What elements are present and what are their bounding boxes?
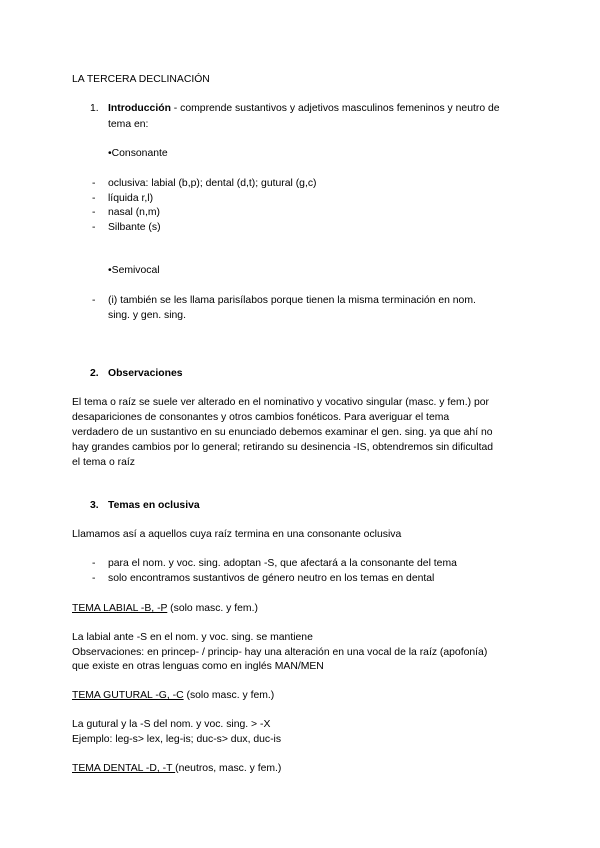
dash-marker: - <box>92 207 96 218</box>
section-2-paragraph-line: el tema o raíz <box>72 457 135 468</box>
dash-marker: - <box>92 295 96 306</box>
semivocal-item-line-2: sing. y gen. sing. <box>108 310 186 321</box>
consonant-item: nasal (n,m) <box>108 207 160 218</box>
dash-marker: - <box>92 573 96 584</box>
section-3-number: 3. <box>90 500 99 511</box>
consonant-item: Silbante (s) <box>108 222 161 233</box>
section-3-bullet: para el nom. y voc. sing. adoptan -S, que afectará a la consonante del tema <box>108 558 457 569</box>
dash-marker: - <box>92 222 96 233</box>
section-2-heading: Observaciones <box>108 368 183 379</box>
section-2-paragraph-line: hay grandes cambios por lo general; retirando su desinencia -IS, obtendremos sin dificultad <box>72 442 494 453</box>
gutural-text-line: La gutural y la -S del nom. y voc. sing. > -X <box>72 719 271 730</box>
consonante-heading: •Consonante <box>108 148 168 159</box>
section-1-intro-text: - comprende sustantivos y adjetivos masculinos femeninos y neutro de <box>170 103 500 114</box>
gutural-text-line: Ejemplo: leg-s> lex, leg-is; duc-s> dux, duc-is <box>72 734 282 745</box>
section-2-number: 2. <box>90 368 99 379</box>
document-title: LA TERCERA DECLINACIÓN <box>72 74 210 85</box>
labial-text-line: que existe en otras lenguas como en inglés MAN/MEN <box>72 661 324 672</box>
section-2-paragraph-line: verdadero de un sustantivo en su enunciado debemos examinar el gen. sing. ya que ahí no <box>72 427 493 438</box>
section-3-heading: Temas en oclusiva <box>108 500 200 511</box>
dental-note: (neutros, masc. y fem.) <box>175 763 282 774</box>
consonant-item: líquida r,l) <box>108 193 154 204</box>
section-2-paragraph-line: El tema o raíz se suele ver alterado en el nominativo y vocativo singular (masc. y fem.) por <box>72 397 489 408</box>
gutural-note: (solo masc. y fem.) <box>183 690 275 701</box>
gutural-heading-line <box>72 688 274 703</box>
section-2-paragraph-line: desapariciones de consonantes y otros cambios fonéticos. Para averiguar el tema <box>72 412 450 423</box>
dental-heading: TEMA DENTAL -D, -T <box>72 763 176 774</box>
consonant-item: oclusiva: labial (b,p); dental (d,t); gutural (g,c) <box>108 178 317 189</box>
section-1-heading: Introducción <box>108 103 171 114</box>
dash-marker: - <box>92 178 96 189</box>
dash-marker: - <box>92 193 96 204</box>
dental-heading-line <box>72 761 281 776</box>
section-1-line-2: tema en: <box>108 119 149 130</box>
semivocal-heading: •Semivocal <box>108 265 160 276</box>
section-1-line-1 <box>108 101 500 116</box>
section-3-bullet: solo encontramos sustantivos de género neutro en los temas en dental <box>108 573 435 584</box>
labial-heading: TEMA LABIAL -B, -P <box>72 603 168 614</box>
labial-heading-line <box>72 601 258 616</box>
labial-note: (solo masc. y fem.) <box>167 603 258 614</box>
gutural-heading: TEMA GUTURAL -G, -C <box>72 690 184 701</box>
labial-text-line: Observaciones: en princep- / princip- hay una alteración en una vocal de la raíz (apofonía) <box>72 647 488 658</box>
dash-marker: - <box>92 558 96 569</box>
section-1-number: 1. <box>90 103 99 114</box>
section-3-intro: Llamamos así a aquellos cuya raíz termina en una consonante oclusiva <box>72 529 402 540</box>
labial-text-line: La labial ante -S en el nom. y voc. sing. se mantiene <box>72 632 313 643</box>
semivocal-item-line-1: (i) también se les llama parisílabos porque tienen la misma terminación en nom. <box>108 295 476 306</box>
